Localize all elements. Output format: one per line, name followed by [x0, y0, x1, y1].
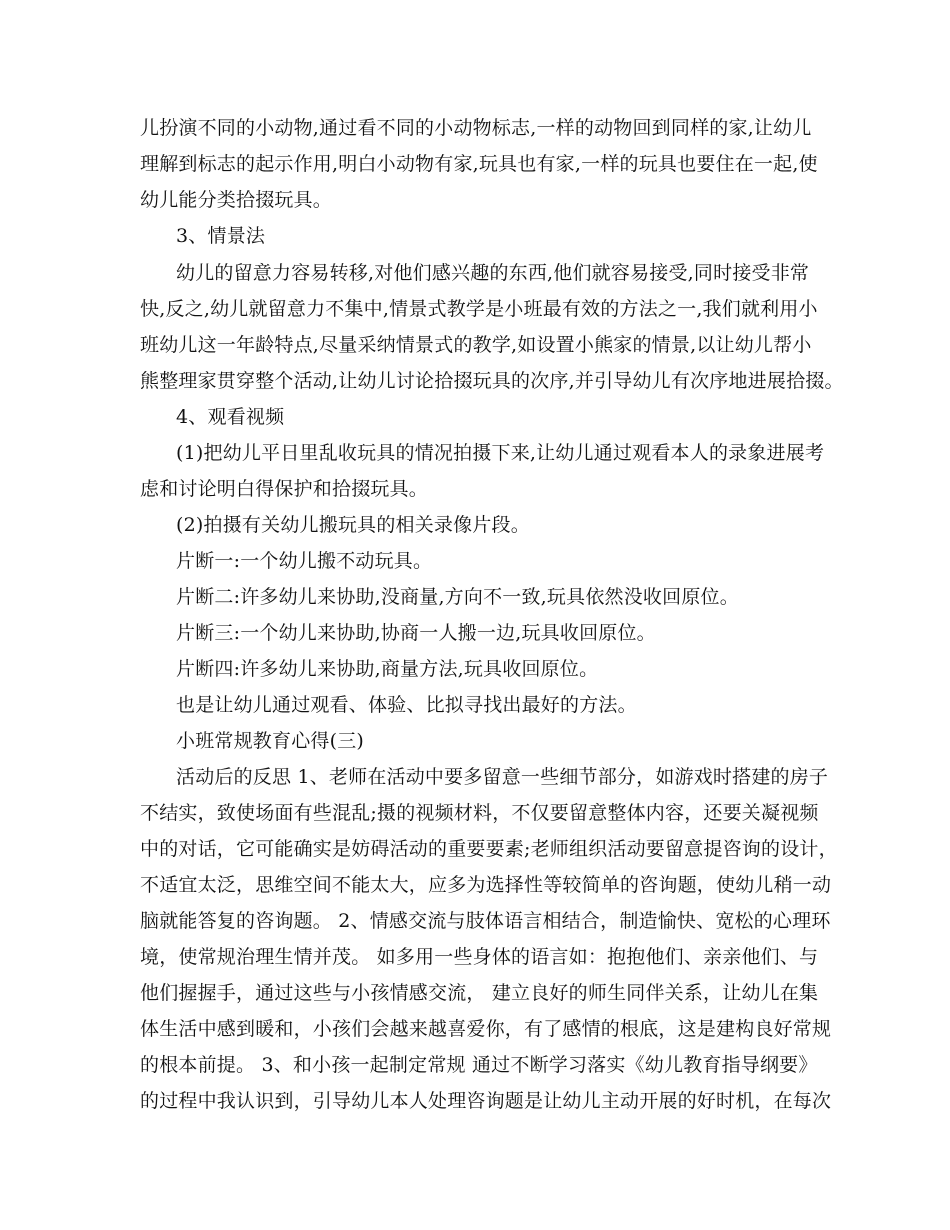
- text-line: 理解到标志的起示作用,明白小动物有家,玩具也有家,一样的玩具也要住在一起,使: [140, 153, 818, 175]
- text-line: 幼儿能分类拾掇玩具。: [140, 189, 333, 211]
- text-line: 熊整理家贯穿整个活动,让幼儿讨论拾掇玩具的次序,并引导幼儿有次序地进展拾掇。: [140, 370, 844, 392]
- section-heading: 4、观看视频: [176, 406, 285, 428]
- text-line: 儿扮演不同的小动物,通过看不同的小动物标志,一样的动物回到同样的家,让幼儿: [140, 117, 812, 139]
- text-line: 境，使常规治理生情并茂。 如多用一些身体的语言如：抱抱他们、亲亲他们、与: [140, 946, 819, 968]
- text-line: 片断四:许多幼儿来协助,商量方法,玩具收回原位。: [176, 658, 599, 680]
- text-line: 快,反之,幼儿就留意力不集中,情景式教学是小班最有效的方法之一,我们就利用小: [140, 298, 818, 320]
- text-line: 活动后的反思 1、老师在活动中要多留意一些细节部分，如游戏时搭建的房子: [176, 766, 829, 788]
- text-line: 虑和讨论明白得保护和拾掇玩具。: [140, 478, 429, 500]
- text-line: 脑就能答复的咨询题。 2、情感交流与肢体语言相结合，制造愉快、宽松的心理环: [140, 910, 831, 932]
- section-title: 小班常规教育心得(三): [176, 730, 365, 752]
- text-line: 片断三:一个幼儿来协助,协商一人搬一边,玩具收回原位。: [176, 622, 656, 644]
- text-line: (1)把幼儿平日里乱收玩具的情况拍摄下来,让幼儿通过观看本人的录象进展考: [176, 442, 825, 464]
- text-line: 不适宜太泛，思维空间不能太大，应多为选择性等较简单的咨询题，使幼儿稍一动: [140, 874, 832, 896]
- text-line: 也是让幼儿通过观看、体验、比拟寻找出最好的方法。: [176, 694, 637, 716]
- text-line: 片断一:一个幼儿搬不动玩具。: [176, 550, 433, 572]
- text-line: 中的对话，它可能确实是妨碍活动的重要要素;老师组织活动要留意提咨询的设计，: [140, 838, 838, 860]
- text-line: 的根本前提。 3、和小孩一起制定常规 通过不断学习落实《幼儿教育指导纲要》: [140, 1054, 818, 1076]
- text-line: 他们握握手，通过这些与小孩情感交流， 建立良好的师生同伴关系，让幼儿在集: [140, 982, 819, 1004]
- section-heading: 3、情景法: [176, 225, 266, 247]
- text-line: 的过程中我认识到，引导幼儿本人处理咨询题是让幼儿主动开展的好时机，在每次: [140, 1090, 832, 1112]
- text-line: (2)拍摄有关幼儿搬玩具的相关录像片段。: [176, 514, 530, 536]
- text-line: 体生活中感到暖和，小孩们会越来越喜爱你，有了感情的根底，这是建构良好常规: [140, 1018, 832, 1040]
- text-line: 幼儿的留意力容易转移,对他们感兴趣的东西,他们就容易接受,同时接受非常: [176, 262, 810, 284]
- text-line: 班幼儿这一年龄特点,尽量采纳情景式的教学,如设置小熊家的情景,以让幼儿帮小: [140, 334, 812, 356]
- text-line: 不结实，致使场面有些混乱;摄的视频材料，不仅要留意整体内容，还要关凝视频: [140, 802, 819, 824]
- text-line: 片断二:许多幼儿来协助,没商量,方向不一致,玩具依然没收回原位。: [176, 586, 739, 608]
